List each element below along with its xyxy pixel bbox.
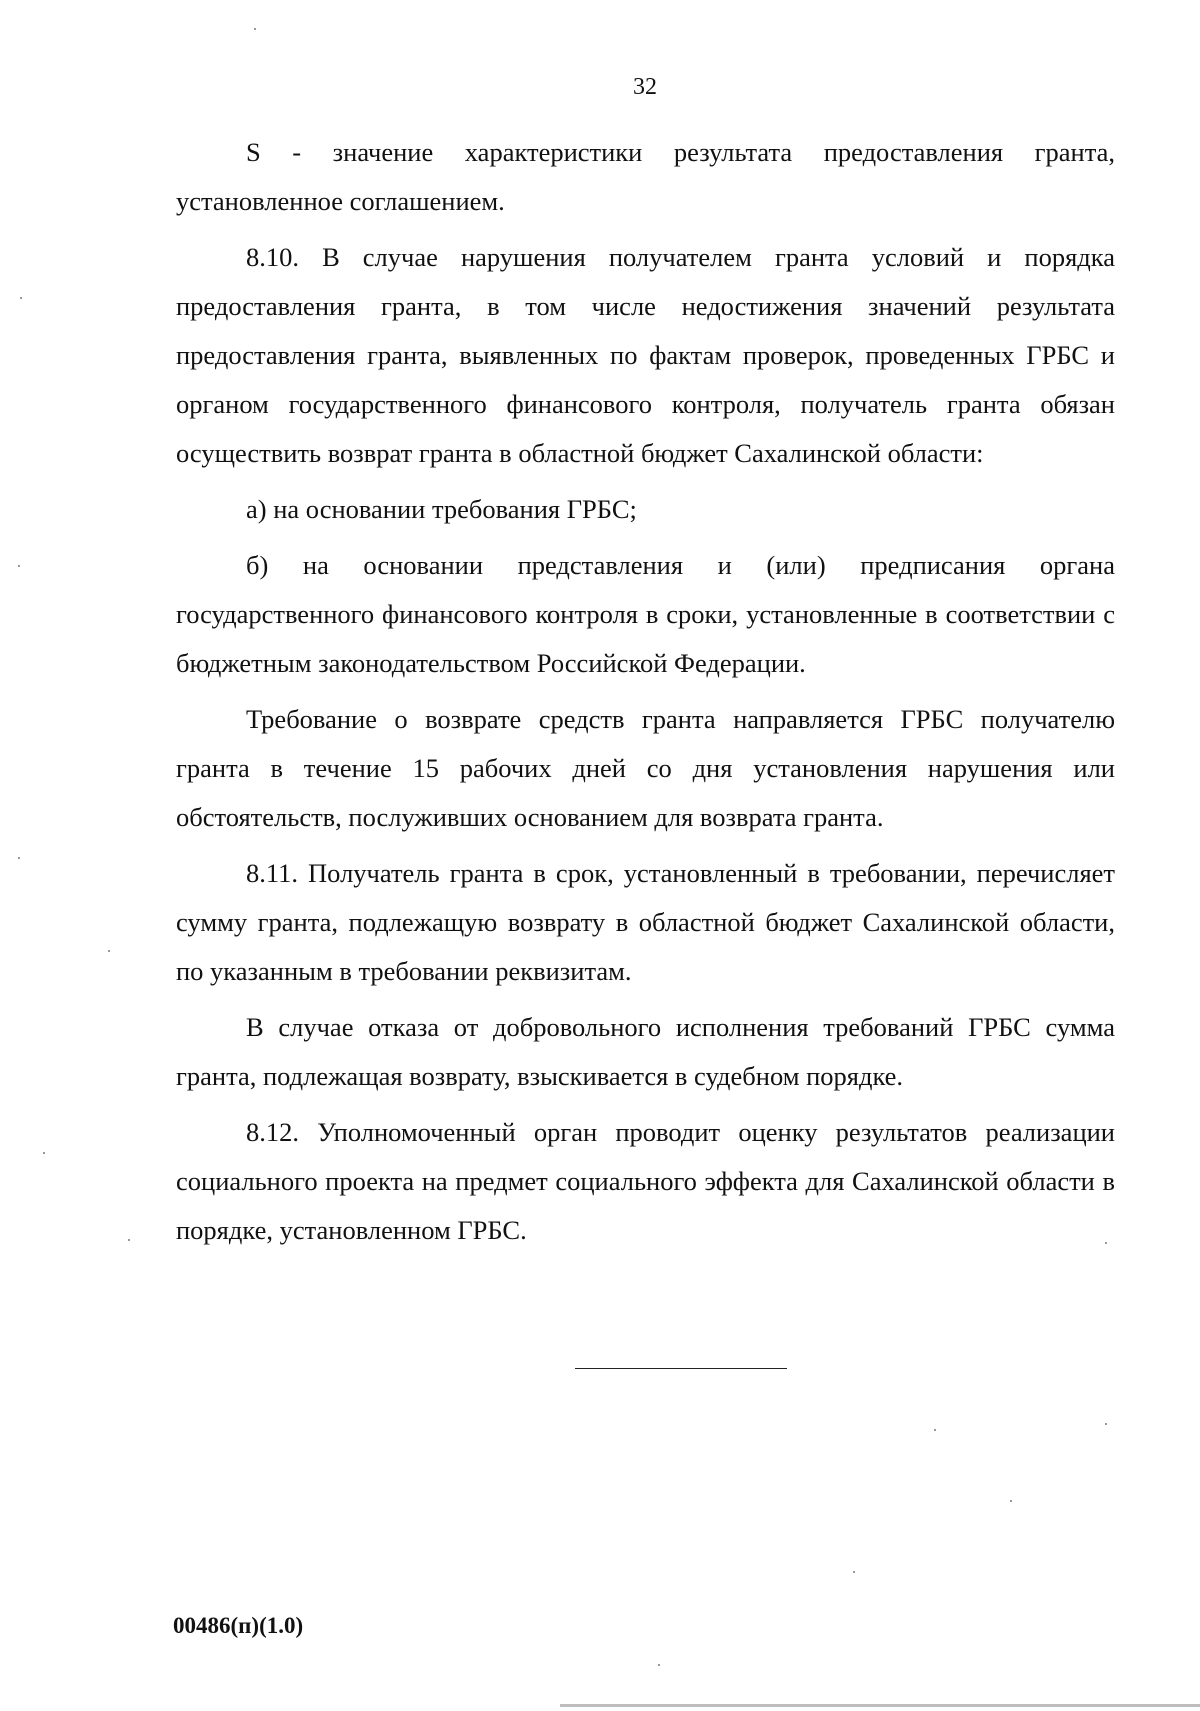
page-number: 32	[633, 74, 657, 100]
scan-speck	[658, 1664, 660, 1666]
scan-speck	[1010, 1500, 1012, 1502]
paragraph-item-b: б) на основании представления и (или) предписания органа государственного финансового контроля в сроки, установленные в соответствии с бюджетным законодательством Российской Федерации.	[176, 550, 1115, 678]
scan-speck	[1105, 1423, 1107, 1425]
document-body	[176, 128, 1115, 1262]
paragraph-court-recovery: В случае отказа от добровольного исполнения требований ГРБС сумма гранта, подлежащая возврату, взыскивается в судебном порядке.	[176, 1012, 1115, 1091]
paragraph-return-request: Требование о возврате средств гранта направляется ГРБС получателю гранта в течение 15 рабочих дней со дня установления нарушения или обстоятельств, послуживших основанием для возврата гранта.	[176, 704, 1115, 832]
scan-speck	[20, 297, 22, 299]
paragraph-8-10: 8.10. В случае нарушения получателем гранта условий и порядка предоставления гранта, в том числе недостижения значений результата предоставления гранта, выявленных по фактам проверок, проведенных ГРБС и органом государственного финансового контроля, получатель гранта обязан осуществить возврат гранта в областной бюджет Сахалинской области:	[176, 242, 1115, 468]
scan-speck	[1105, 1242, 1107, 1244]
document-footer-code: 00486(п)(1.0)	[173, 1613, 304, 1638]
scan-speck	[853, 1571, 855, 1573]
scan-edge-shadow	[560, 1704, 1200, 1707]
scan-speck	[18, 565, 20, 567]
scan-speck	[108, 950, 110, 952]
scan-speck	[128, 1239, 130, 1241]
scan-speck	[43, 1152, 45, 1154]
paragraph-s-definition: S - значение характеристики результата предоставления гранта, установленное соглашением.	[176, 137, 1115, 216]
end-separator-line	[575, 1368, 787, 1369]
paragraph-8-11: 8.11. Получатель гранта в срок, установленный в требовании, перечисляет сумму гранта, подлежащую возврату в областной бюджет Сахалинской области, по указанным в требовании реквизитам.	[176, 858, 1115, 986]
scan-speck	[254, 28, 256, 30]
scan-speck	[934, 1429, 936, 1431]
paragraph-8-12: 8.12. Уполномоченный орган проводит оценку результатов реализации социального проекта на предмет социального эффекта для Сахалинской области в порядке, установленном ГРБС.	[176, 1117, 1115, 1245]
scan-speck	[18, 857, 20, 859]
paragraph-item-a: а) на основании требования ГРБС;	[246, 494, 637, 524]
